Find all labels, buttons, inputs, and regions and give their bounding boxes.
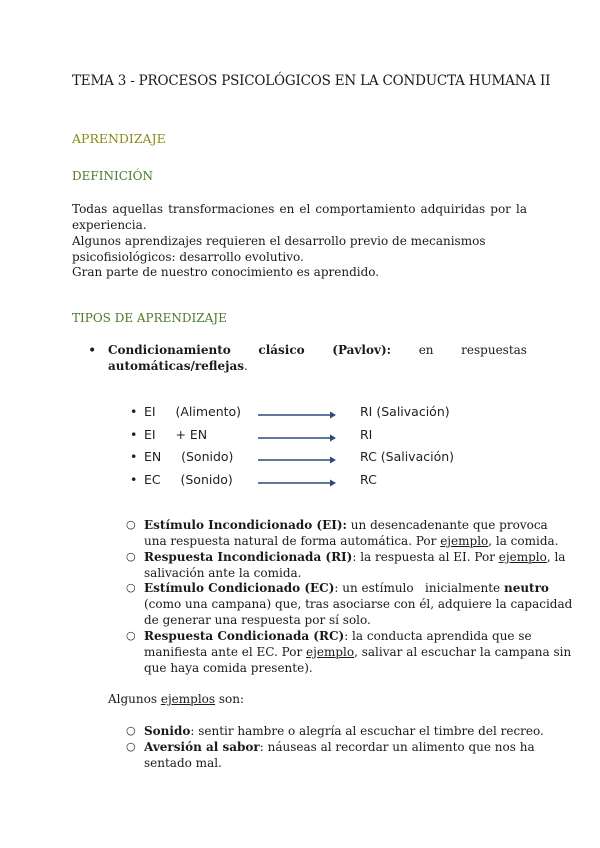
diagram-right: RI xyxy=(360,427,373,442)
diagram-right: RI (Salivación) xyxy=(360,404,450,419)
cc-word-3: (Pavlov): xyxy=(332,343,392,357)
cc-word-1: Condicionamiento xyxy=(108,343,231,357)
term-text: salivación ante la comida. xyxy=(144,566,302,580)
definition-paragraph-3: Gran parte de nuestro conocimiento es aprendido. xyxy=(72,265,380,279)
circle-bullet: ○ xyxy=(126,518,136,531)
small-bullet: • xyxy=(130,472,138,487)
diagram-right: RC (Salivación) xyxy=(360,449,455,464)
arrow-right-icon xyxy=(258,411,336,419)
example-text: : sentir hambre o alegría al escuchar el timbre del recreo. xyxy=(190,724,544,738)
cc-word-2: clásico xyxy=(258,343,305,357)
page-title: TEMA 3 - PROCESOS PSICOLÓGICOS EN LA CONDUCTA HUMANA II xyxy=(72,73,551,89)
term-text: un desencadenante que provoca xyxy=(346,518,548,532)
small-bullet: • xyxy=(130,449,138,464)
term-text: : un estímulo inicialmente xyxy=(334,581,504,595)
small-bullet: • xyxy=(130,404,138,419)
term-text: : la conducta aprendida que se xyxy=(344,629,532,643)
term-text: de generar una respuesta por sí solo. xyxy=(144,613,371,627)
section-heading-definicion: DEFINICIÓN xyxy=(72,169,153,183)
term-link: ejemplo xyxy=(440,534,489,548)
term-link: ejemplo xyxy=(306,645,355,659)
arrow-right-icon xyxy=(258,479,336,487)
term-label: Estímulo Incondicionado (EI): xyxy=(144,518,347,532)
arrow-right-icon xyxy=(258,434,336,442)
example-label: Sonido xyxy=(144,724,191,738)
cc-word-4: en xyxy=(418,343,434,357)
term-text: una respuesta natural de forma automática. Por xyxy=(144,534,441,548)
term-text: , la comida. xyxy=(488,534,559,548)
term-label: Respuesta Incondicionada (RI) xyxy=(144,550,353,564)
bullet-dot: • xyxy=(88,343,97,359)
circle-bullet: ○ xyxy=(126,724,136,737)
term-link: ejemplo xyxy=(498,550,547,564)
term-text: que haya comida presente). xyxy=(144,661,313,675)
term-text: : la respuesta al EI. Por xyxy=(352,550,499,564)
circle-bullet: ○ xyxy=(126,550,136,563)
circle-bullet: ○ xyxy=(126,740,136,753)
circle-bullet: ○ xyxy=(126,629,136,642)
example-label: Aversión al sabor xyxy=(144,740,260,754)
term-label: Respuesta Condicionada (RC) xyxy=(144,629,345,643)
section-heading-aprendizaje: APRENDIZAJE xyxy=(72,131,166,146)
definition-paragraph-1: Todas aquellas transformaciones en el comportamiento adquiridas por la experiencia. xyxy=(72,202,527,232)
diagram-left: EC (Sonido) xyxy=(144,472,233,487)
term-text: manifiesta ante el EC. Por xyxy=(144,645,307,659)
examples-intro-link: ejemplos xyxy=(160,692,216,706)
term-label: Estímulo Condicionado (EC) xyxy=(144,581,335,595)
cc-line2: automáticas/reflejas xyxy=(108,359,245,373)
diagram-left: EN (Sonido) xyxy=(144,449,234,464)
term-text: (como una campana) que, tras asociarse con él, adquiere la capacidad xyxy=(144,597,573,611)
small-bullet: • xyxy=(130,427,138,442)
diagram-left: EI + EN xyxy=(144,427,208,442)
diagram-left: EI (Alimento) xyxy=(144,404,242,419)
definition-paragraph-2: Algunos aprendizajes requieren el desarrollo previo de mecanismos psicofisiológicos: desarrollo evolutivo. xyxy=(72,234,486,264)
example-text: : náuseas al recordar un alimento que nos ha xyxy=(259,740,535,754)
diagram-right: RC xyxy=(360,472,377,487)
cc-word-5: respuestas xyxy=(461,343,527,357)
classical-conditioning-item xyxy=(108,342,527,374)
term-bold-word: neutro xyxy=(503,581,549,595)
term-text: , la xyxy=(546,550,566,564)
examples-intro-text: Algunos xyxy=(108,692,161,706)
examples-intro xyxy=(108,691,244,707)
section-heading-tipos: TIPOS DE APRENDIZAJE xyxy=(72,311,227,325)
examples-intro-text: son: xyxy=(215,692,245,706)
term-text: , salivar al escuchar la campana sin xyxy=(354,645,572,659)
arrow-right-icon xyxy=(258,456,336,464)
cc-line2-end: . xyxy=(244,359,248,373)
circle-bullet: ○ xyxy=(126,581,136,594)
example-text: sentado mal. xyxy=(144,756,222,770)
